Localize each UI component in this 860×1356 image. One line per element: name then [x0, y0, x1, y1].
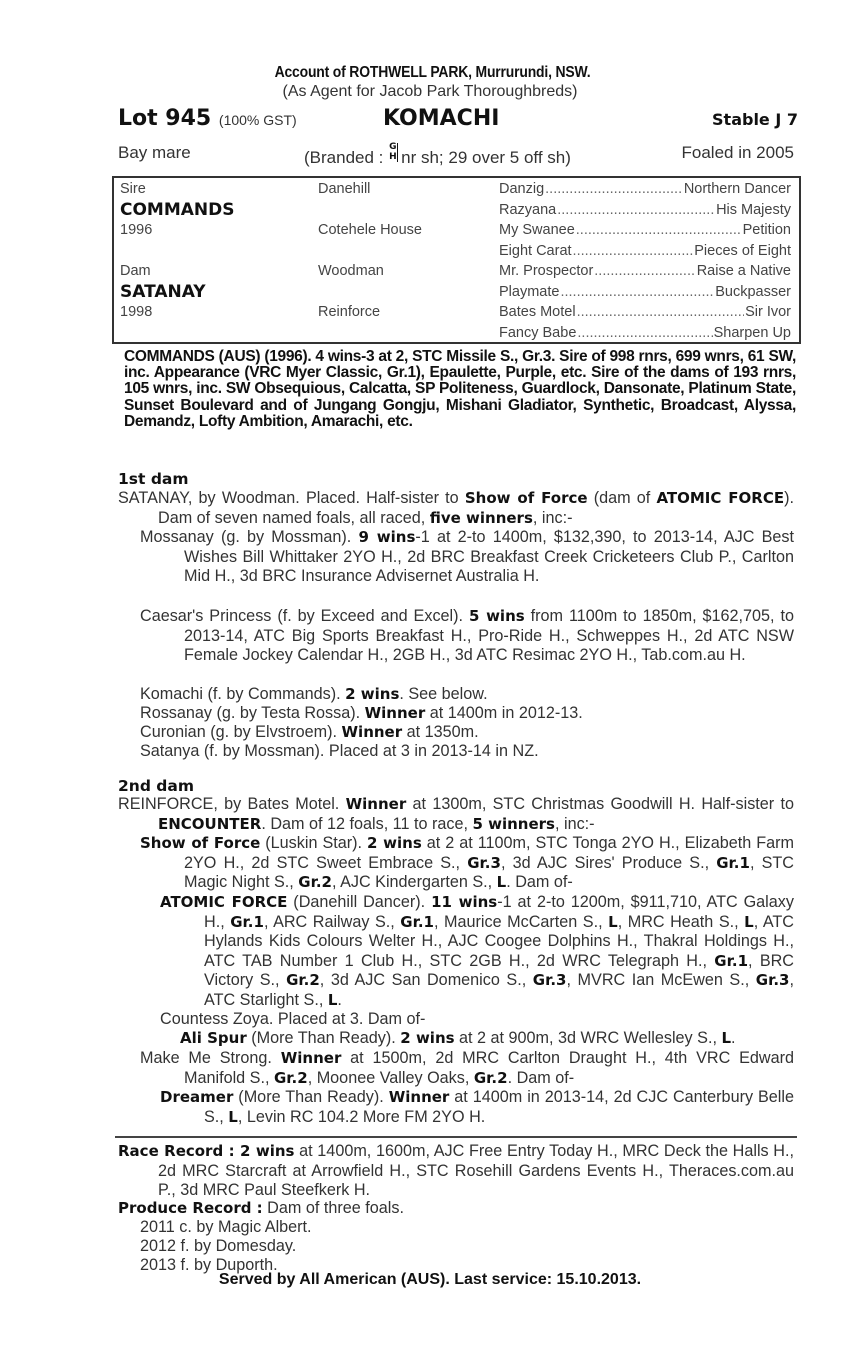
text-run: Caesar's Princess (f. by Exceed and Excel).	[140, 607, 469, 625]
ggp-row	[499, 243, 791, 259]
bold-run: Race Record : 2 wins	[118, 1142, 295, 1160]
first-dam-heading: 1st dam	[118, 470, 189, 488]
ggp-row	[499, 202, 791, 218]
ggp-right: Sharpen Up	[713, 324, 791, 341]
bold-run: ATOMIC FORCE	[160, 893, 288, 911]
sire-dam: Cotehele House	[318, 222, 422, 238]
text-run: (Luskin Star).	[260, 834, 368, 852]
ggp-right: Sir Ivor	[745, 304, 791, 320]
bold-run: Gr.2	[273, 1068, 308, 1087]
bold-run: five winners	[429, 508, 533, 527]
bold-run: Gr.3	[755, 971, 790, 990]
text-run: , MRC Heath S.,	[617, 912, 745, 931]
bold-run: L	[721, 1029, 732, 1047]
bold-run: Dreamer	[160, 1088, 234, 1106]
bold-run: 2 wins	[367, 834, 422, 852]
ggp-left: My Swanee	[499, 222, 575, 238]
stable-location: Stable J 7	[712, 110, 798, 129]
description-line	[118, 143, 794, 167]
text-run: , 3d AJC San Domenico S.,	[319, 971, 533, 990]
foal-entry	[140, 607, 794, 666]
agent-line: (As Agent for Jacob Park Thoroughbreds)	[282, 83, 578, 100]
ggp-left: Playmate	[499, 283, 560, 300]
produce-foal: 2013 f. by Duporth.	[140, 1256, 278, 1274]
ggp-right: His Majesty	[716, 201, 791, 218]
bold-run: Show of Force	[464, 489, 588, 507]
leader-dots	[576, 222, 742, 238]
text-run: -1 at 2-to 1200m, $911,710, ATC Galaxy H.,	[204, 893, 794, 931]
pedigree-table	[112, 176, 801, 344]
text-run: at 1350m.	[402, 723, 479, 741]
section-divider	[115, 1136, 797, 1138]
sire-label: Sire	[120, 181, 146, 197]
text-run: . See below.	[399, 685, 488, 703]
bold-run: 11 wins	[431, 893, 498, 911]
bold-run: Winner	[280, 1049, 342, 1067]
text-run: , AJC Kindergarten S.,	[331, 873, 497, 892]
leader-dots	[545, 181, 683, 197]
ggp-left: Mr. Prospector	[499, 263, 594, 279]
bold-run: ATOMIC FORCE	[656, 489, 785, 507]
branded-suffix: nr sh; 29 over 5 off sh)	[401, 148, 571, 167]
bold-run: Gr.2	[298, 873, 332, 892]
bold-run: Winner	[364, 704, 426, 722]
bold-run: L	[744, 912, 754, 931]
text-run: ). Dam of seven named foals, all raced,	[158, 489, 794, 527]
foal-entry	[140, 742, 794, 762]
leader-dots	[573, 243, 694, 259]
bold-run: L	[608, 912, 618, 931]
text-run: Rossanay (g. by Testa Rossa).	[140, 704, 365, 722]
sex-colour: Bay mare	[118, 143, 191, 162]
text-run: at 1400m, 1600m, AJC Free Entry Today H., MRC Deck the Halls H., 2d MRC Starcraft at Arrowfield H., STC Rosehill Gardens Events H., Theraces.com.au P., 3d MRC Paul Steefkerk H.	[158, 1142, 794, 1200]
bold-run: Gr.2	[286, 971, 320, 990]
leader-dots	[594, 263, 695, 279]
produce-record	[118, 1199, 794, 1219]
bold-run: Show of Force	[140, 834, 261, 852]
ggp-right: Northern Dancer	[683, 181, 791, 197]
bold-run: 5 winners	[472, 814, 555, 833]
foal-entry	[140, 723, 794, 743]
bold-run: Gr.1	[230, 912, 264, 931]
progeny-atomic-force	[160, 893, 794, 1011]
text-run: at 1300m, STC Christmas Goodwill H. Half-sister to	[406, 795, 794, 813]
ggp-left: Eight Carat	[499, 242, 572, 259]
text-run: , MVRC Ian McEwen S.,	[566, 971, 756, 990]
bold-run: Winner	[341, 723, 403, 741]
gst-note: (100% GST)	[218, 112, 297, 128]
leader-dots	[577, 304, 745, 320]
text-run: (More Than Ready).	[233, 1088, 389, 1106]
text-run: Curonian (g. by Elvstroem).	[140, 723, 342, 741]
text-run: Mossanay (g. by Mossman).	[140, 528, 359, 546]
brand-mark-icon	[389, 143, 398, 165]
bold-run: Gr.1	[400, 912, 434, 931]
dam-year: 1998	[120, 304, 153, 320]
text-run: Komachi (f. by Commands).	[140, 685, 346, 703]
text-run: .	[731, 1029, 736, 1047]
text-run: , Moonee Valley Oaks,	[307, 1068, 474, 1087]
ggp-right: Petition	[742, 222, 791, 238]
leader-dots	[577, 325, 712, 341]
text-run: , STC Magic Night S.,	[184, 853, 794, 892]
text-run: at 2 at 1100m, STC Tonga 2YO H., Elizabeth Farm 2YO H., 2d STC Sweet Embrace S.,	[184, 834, 794, 872]
vendor-line: Account of ROTHWELL PARK, Murrurundi, NSW.	[274, 64, 591, 81]
second-dam-intro	[118, 795, 794, 834]
bold-run: Gr.3	[532, 971, 567, 990]
foal-entry	[140, 528, 794, 587]
produce-record-summary: Dam of three foals.	[262, 1199, 404, 1217]
ggp-row	[499, 222, 791, 238]
dam-label: Dam	[120, 263, 151, 279]
bold-run: 2 wins	[345, 685, 400, 703]
text-run: . Dam of-	[506, 873, 573, 892]
bold-run: Ali Spur	[180, 1029, 247, 1047]
progeny-ali-spur	[180, 1029, 794, 1049]
text-run: . Dam of 12 foals, 11 to race,	[261, 814, 473, 833]
text-run: from 1100m to 1850m, $162,705, to 2013-14, ATC Big Sports Breakfast H., Pro-Ride H., Schweppes H., 2d ATC NSW Female Jockey Calendar H., 2GB H., 3d ATC Resimac 2YO H., Tab.com.au H.	[184, 607, 794, 665]
lot-header	[118, 106, 798, 136]
bold-run: Gr.3	[467, 853, 501, 872]
text-run: , ARC Railway S.,	[263, 912, 401, 931]
sire-biography: COMMANDS (AUS) (1996). 4 wins-3 at 2, STC Missile S., Gr.3. Sire of 998 rnrs, 699 wnrs, 61 SW, inc. Appearance (VRC Myer Classic, Gr.1), Epaulette, Purple, etc. Sire of the dams of 193 rnrs, 105 wnrs, inc. SW Obsequious, Calcatta, SP Politeness, Guardlock, Dansonate, Platinum State, Sunset Boulevard and of Jungang Gongju, Mishani Gladiator, Synthetic, Broadcast, Alyssa, Demandz, Lofty Ambition, Amarachi, etc.	[124, 348, 796, 430]
bold-run: Gr.2	[473, 1068, 508, 1087]
text-run: (More Than Ready).	[246, 1029, 401, 1047]
text-run: , BRC Victory S.,	[204, 951, 794, 990]
bold-run: Winner	[345, 795, 407, 813]
text-run: at 1400m in 2012-13.	[425, 704, 583, 722]
text-run: -1 at 2-to 1400m, $132,390, to 2013-14, AJC Best Wishes Bill Whittaker 2YO H., 2d BRC Breakfast Creek Cricketeers Club P., Carlton Mid H., 3d BRC Insurance Advisernet Australia H.	[184, 528, 795, 586]
brand-bar	[397, 143, 398, 162]
bold-run: 9 wins	[358, 528, 416, 546]
ggp-left: Danzig	[499, 181, 545, 197]
text-run: (Danehill Dancer).	[287, 893, 432, 911]
text-run: , inc:-	[554, 814, 595, 833]
bold-run: 5 wins	[468, 607, 525, 625]
bold-run: Winner	[388, 1088, 450, 1106]
horse-name: KOMACHI	[383, 106, 500, 131]
brand-top: G	[389, 142, 397, 152]
text-run: , Levin RC 104.2 More FM 2YO H.	[237, 1107, 486, 1126]
ggp-left: Fancy Babe	[499, 324, 577, 341]
foal-entry	[140, 704, 794, 724]
dam-sire: Woodman	[318, 263, 384, 279]
brand-description	[304, 143, 571, 168]
text-run: .	[337, 990, 342, 1009]
ggp-row	[499, 304, 791, 320]
sire-sire: Danehill	[318, 181, 371, 197]
ggp-left: Razyana	[499, 201, 557, 218]
text-run: . Dam of-	[507, 1068, 575, 1087]
text-run: at 1400m in 2013-14, 2d CJC Canterbury Belle S.,	[204, 1088, 794, 1126]
ggp-row	[499, 284, 791, 300]
lot-label: Lot 945	[118, 106, 212, 131]
text-run: at 2 at 900m, 3d WRC Wellesley S.,	[454, 1029, 722, 1047]
text-run: , inc:-	[532, 508, 573, 527]
progeny-dreamer	[160, 1088, 794, 1127]
bold-run: 2 wins	[400, 1029, 455, 1047]
text-run: , ATC Starlight S.,	[204, 971, 794, 1009]
ggp-row	[499, 325, 791, 341]
text-run: Make Me Strong.	[140, 1049, 281, 1067]
bold-run: Gr.1	[716, 853, 750, 872]
progeny-countess-zoya	[160, 1010, 794, 1030]
foal-entry	[140, 685, 794, 705]
brand-bottom: H	[389, 152, 397, 162]
lot-number	[118, 106, 297, 131]
text-run: REINFORCE, by Bates Motel.	[118, 795, 346, 813]
text-run: , ATC Hylands Kids Colours Welter H., AJC Coogee Dolphins H., Thakral Holdings H., ATC TAB Number 1 Club H., STC 2GB H., 2d WRC Telegraph H.,	[204, 912, 795, 970]
bold-run: L	[228, 1107, 238, 1126]
ggp-row	[499, 263, 791, 279]
text-run: Countess Zoya. Placed at 3. Dam of-	[160, 1010, 426, 1028]
sire-name: COMMANDS	[120, 200, 235, 220]
leader-dots	[557, 202, 715, 218]
bold-run: L	[496, 873, 507, 892]
ggp-right: Raise a Native	[696, 263, 791, 279]
produce-foal: 2011 c. by Magic Albert.	[140, 1218, 312, 1236]
bold-run: Gr.1	[714, 951, 749, 970]
progeny-make-me-strong	[140, 1049, 794, 1088]
ggp-left: Bates Motel	[499, 304, 576, 320]
ggp-right: Buckpasser	[715, 283, 791, 300]
produce-record-label: Produce Record :	[118, 1199, 263, 1217]
branded-prefix: (Branded :	[304, 148, 384, 167]
dam-name: SATANAY	[120, 282, 206, 302]
leader-dots	[560, 284, 714, 300]
dam-dam: Reinforce	[318, 304, 381, 320]
text-run: (dam of	[587, 489, 657, 507]
first-dam-intro	[118, 489, 794, 528]
sire-year: 1996	[120, 222, 153, 238]
ggp-row	[499, 181, 791, 197]
text-run: , Maurice McCarten S.,	[434, 912, 609, 931]
second-dam-heading: 2nd dam	[118, 777, 195, 795]
text-run: at 1500m, 2d MRC Carlton Draught H., 4th VRC Edward Manifold S.,	[184, 1049, 794, 1087]
progeny-show-of-force	[140, 834, 794, 893]
bold-run: ENCOUNTER	[158, 814, 262, 833]
service-note: Served by All American (AUS). Last service: 15.10.2013.	[218, 1271, 642, 1288]
ggp-right: Pieces of Eight	[694, 242, 791, 259]
text-run: SATANAY, by Woodman. Placed. Half-sister to	[118, 489, 465, 507]
race-record	[118, 1142, 794, 1201]
text-run: , 3d AJC Sires' Produce S.,	[500, 853, 717, 872]
foaled-year: Foaled in 2005	[681, 143, 794, 162]
produce-foal: 2012 f. by Domesday.	[140, 1237, 297, 1255]
bold-run: L	[327, 990, 338, 1009]
text-run: Satanya (f. by Mossman). Placed at 3 in 2013-14 in NZ.	[140, 742, 539, 760]
